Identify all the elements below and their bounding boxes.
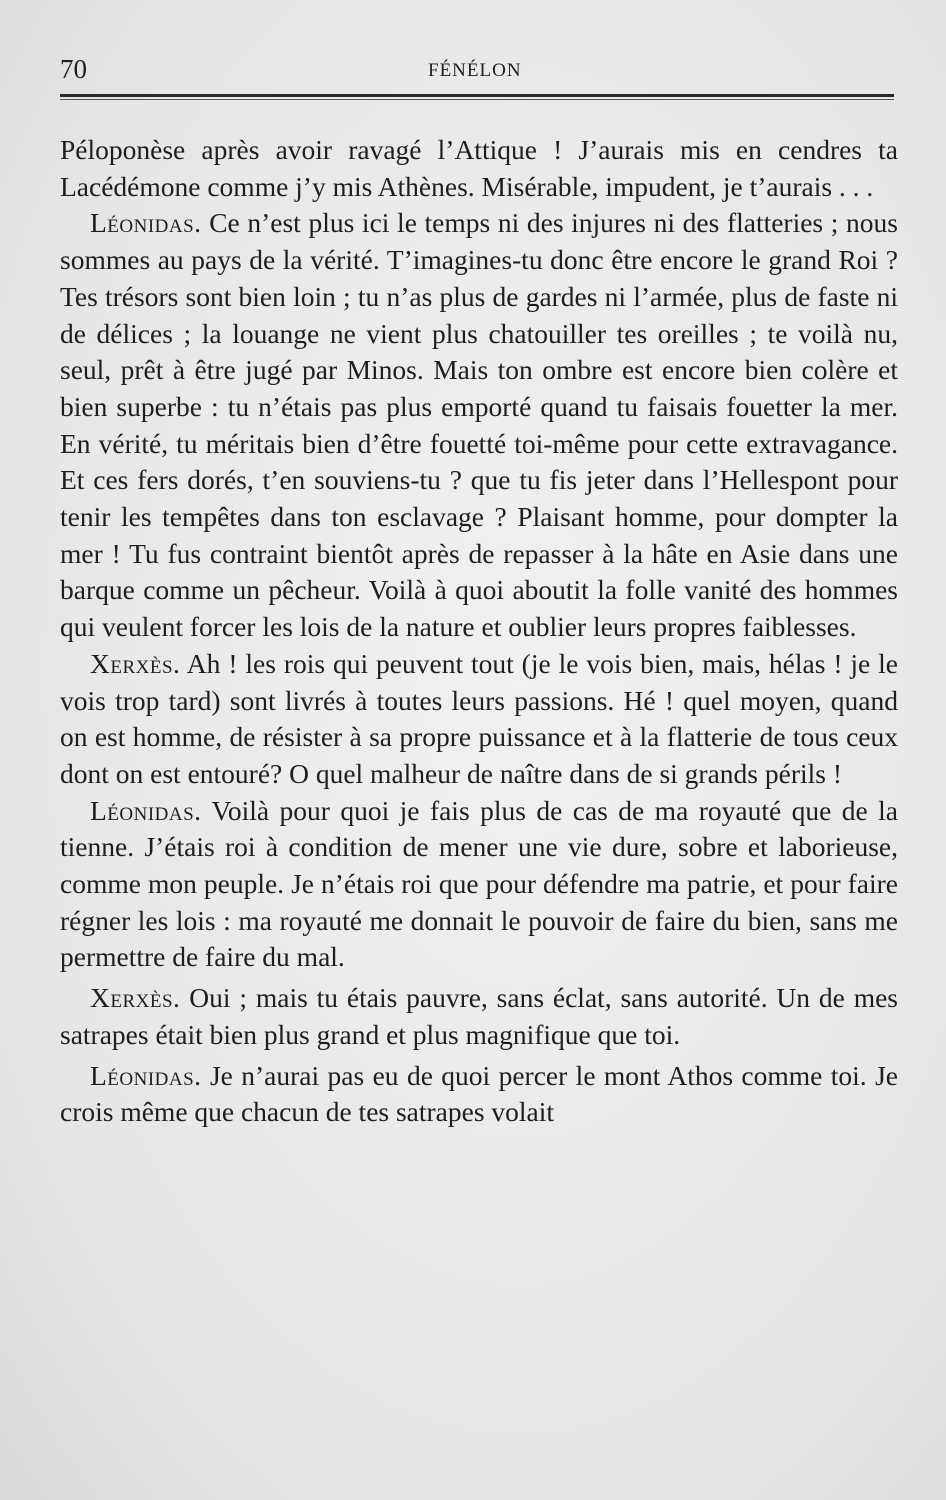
running-head [60,52,894,92]
paragraph-text: Ah ! les rois qui peuvent tout (je le vois bien, mais, hélas ! je le vois trop tard) sont livrés à toutes leurs passions. Hé ! quel moyen, quand on est homme, de résister à sa propre puissance et à la flatterie de tous ceux dont on est entouré? O quel malheur de naître dans de si grands périls ! [60,647,898,789]
paragraph-text: Je n’aurai pas eu de quoi percer le mont Athos comme toi. Je crois même que chacun de tes satrapes volait [60,1059,898,1128]
paragraph-xerxes [60,980,898,1053]
speaker-name: Léonidas. [90,794,202,826]
speaker-name: Xerxès. [90,982,181,1014]
speaker-name: Xerxès. [90,647,181,679]
paragraph-leonidas [60,205,898,645]
paragraph-xerxes [60,646,898,793]
paragraph-leonidas [60,793,898,977]
running-title: FÉNÉLON [428,60,522,81]
header-rule [60,94,894,100]
paragraph-text: Oui ; mais tu étais pauvre, sans éclat, sans autorité. Un de mes satrapes était bien plus grand et plus magnifique que toi. [60,982,898,1050]
paragraph-continuation [60,132,898,205]
speaker-name: Léonidas. [90,1059,202,1091]
paragraph-text: Ce n’est plus ici le temps ni des injures ni des flatteries ; nous sommes au pays de la vérité. T’imagines-tu donc être encore le grand Roi ? Tes trésors sont bien loin ; tu n’as plus de gardes ni l’armée, plus de faste ni de délices ; la louange ne vient plus chatouiller tes oreilles ; te voilà nu, seul, prêt à être jugé par Minos. Mais ton ombre est encore bien colère et bien superbe : tu n’étais pas plus emporté quand tu faisais fouetter la mer. En vérité, tu méritais bien d’être fouetté toi-même pour cette extravagance. Et ces fers dorés, t’en souviens-tu ? que tu fis jeter dans l’Hellespont pour tenir les tempêtes dans ton esclavage ? Plaisant homme, pour dompter la mer ! Tu fus contraint bientôt après de repasser à la hâte en Asie dans une barque comme un pêcheur. Voilà à quoi aboutit la folle vanité des hommes qui veulent forcer les lois de la nature et oublier leurs propres faiblesses. [60,207,898,643]
paragraph-text: Voilà pour quoi je fais plus de cas de ma royauté que de la tienne. J’étais roi à condition de mener une vie dure, sobre et laborieuse, comme mon peuple. Je n’étais roi que pour défendre ma patrie, et pour faire régner les lois : ma royauté me donnait le pouvoir de faire du bien, sans me permettre de faire du mal. [60,794,898,973]
speaker-name: Léonidas. [90,207,202,239]
paragraph-leonidas [60,1058,898,1131]
page-number: 70 [60,54,87,84]
paragraph-text: Péloponèse après avoir ravagé l’Attique ! J’aurais mis en cendres ta Lacédémone comme j’y mis Athènes. Misérable, impudent, je t’aurais . . . [60,134,898,202]
dialogue-text [60,132,898,1131]
